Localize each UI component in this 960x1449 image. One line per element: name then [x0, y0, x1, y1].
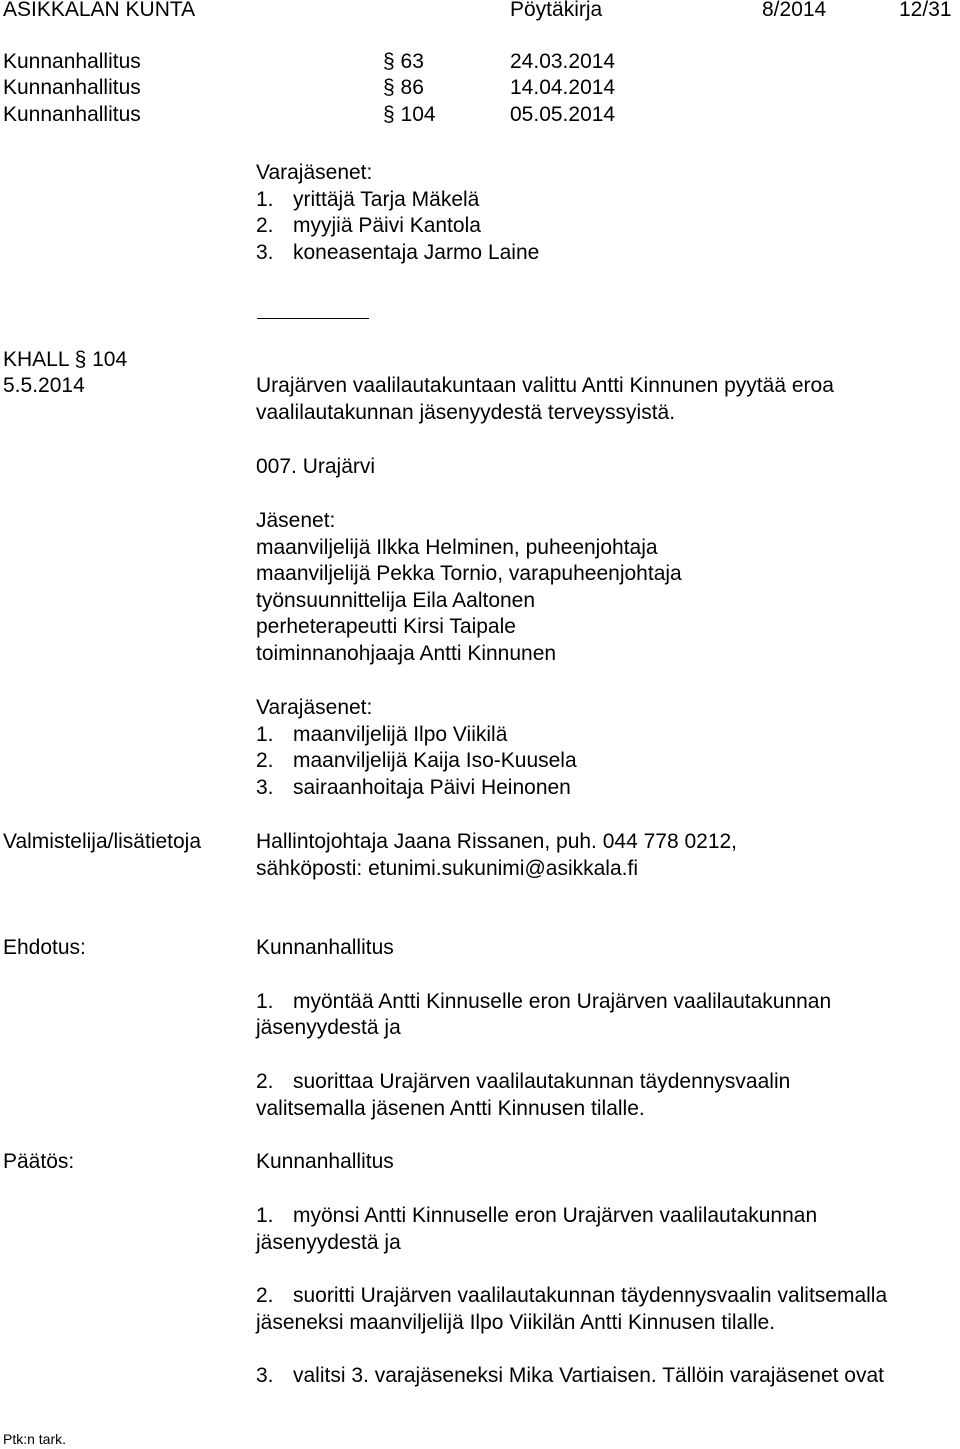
section-reference: KHALL § 104	[3, 348, 128, 371]
history-section: § 104	[383, 103, 436, 126]
preparer-label: Valmistelija/lisätietoja	[3, 830, 202, 853]
proposal-item-line: valitsemalla jäsenen Antti Kinnusen tilalle.	[256, 1097, 645, 1120]
section-intro-line: vaalilautakunnan jäsenyydestä terveyssyistä.	[256, 401, 676, 424]
history-section: § 63	[383, 50, 424, 73]
list-number: 2.	[256, 749, 274, 772]
prev-deputies-heading: Varajäsenet:	[256, 161, 373, 184]
decision-label: Päätös:	[3, 1150, 75, 1173]
history-body: Kunnanhallitus	[3, 76, 141, 99]
section-intro-line: Urajärven vaalilautakuntaan valittu Antti Kinnunen pyytää eroa	[256, 374, 834, 397]
minutes-check-label: Ptk:n tark.	[3, 1431, 67, 1447]
history-section: § 86	[383, 76, 424, 99]
list-item: myyjiä Päivi Kantola	[293, 214, 481, 237]
list-number: 1.	[256, 723, 274, 746]
history-date: 24.03.2014	[510, 50, 616, 73]
history-date: 14.04.2014	[510, 76, 616, 99]
organization-name: ASIKKALAN KUNTA	[3, 0, 196, 21]
decision-item-line: valitsi 3. varajäseneksi Mika Vartiaisen. Tällöin varajäsenet ovat	[293, 1364, 885, 1387]
preparer-email: sähköposti: etunimi.sukunimi@asikkala.fi	[256, 857, 638, 880]
proposal-item-line: jäsenyydestä ja	[256, 1016, 401, 1039]
list-number: 2.	[256, 214, 274, 237]
deputy-item: sairaanhoitaja Päivi Heinonen	[293, 776, 571, 799]
proposal-item-line: suorittaa Urajärven vaalilautakunnan täydennysvaalin	[293, 1070, 791, 1093]
decision-item-line: myönsi Antti Kinnuselle eron Urajärven vaalilautakunnan	[293, 1204, 818, 1227]
document-type: Pöytäkirja	[510, 0, 603, 21]
section-divider	[257, 318, 369, 319]
list-number: 3.	[256, 241, 274, 264]
history-body: Kunnanhallitus	[3, 50, 141, 73]
member-item: perheterapeutti Kirsi Taipale	[256, 615, 516, 638]
document-number: 8/2014	[762, 0, 827, 21]
proposal-body: Kunnanhallitus	[256, 936, 394, 959]
decision-item-line: jäseneksi maanviljelijä Ilpo Viikilän Antti Kinnusen tilalle.	[256, 1311, 776, 1334]
history-date: 05.05.2014	[510, 103, 616, 126]
member-item: maanviljelijä Ilkka Helminen, puheenjohtaja	[256, 536, 658, 559]
list-number: 3.	[256, 1364, 274, 1387]
deputy-item: maanviljelijä Ilpo Viikilä	[293, 723, 508, 746]
members-heading: Jäsenet:	[256, 509, 336, 532]
deputy-item: maanviljelijä Kaija Iso-Kuusela	[293, 749, 577, 772]
decision-item-line: suoritti Urajärven vaalilautakunnan täydennysvaalin valitsemalla	[293, 1284, 888, 1307]
page-number: 12/31	[899, 0, 952, 21]
proposal-label: Ehdotus:	[3, 936, 86, 959]
section-date: 5.5.2014	[3, 374, 85, 397]
list-number: 1.	[256, 990, 274, 1013]
member-item: maanviljelijä Pekka Tornio, varapuheenjohtaja	[256, 562, 682, 585]
list-number: 1.	[256, 188, 274, 211]
list-item: koneasentaja Jarmo Laine	[293, 241, 540, 264]
deputies-heading: Varajäsenet:	[256, 696, 373, 719]
list-number: 1.	[256, 1204, 274, 1227]
decision-item-line: jäsenyydestä ja	[256, 1231, 401, 1254]
list-item: yrittäjä Tarja Mäkelä	[293, 188, 480, 211]
list-number: 3.	[256, 776, 274, 799]
list-number: 2.	[256, 1284, 274, 1307]
decision-body: Kunnanhallitus	[256, 1150, 394, 1173]
proposal-item-line: myöntää Antti Kinnuselle eron Urajärven vaalilautakunnan	[293, 990, 832, 1013]
history-body: Kunnanhallitus	[3, 103, 141, 126]
list-number: 2.	[256, 1070, 274, 1093]
member-item: työnsuunnittelija Eila Aaltonen	[256, 589, 536, 612]
district-name: 007. Urajärvi	[256, 455, 376, 478]
member-item: toiminnanohjaaja Antti Kinnunen	[256, 642, 557, 665]
preparer-contact: Hallintojohtaja Jaana Rissanen, puh. 044 778 0212,	[256, 830, 738, 853]
